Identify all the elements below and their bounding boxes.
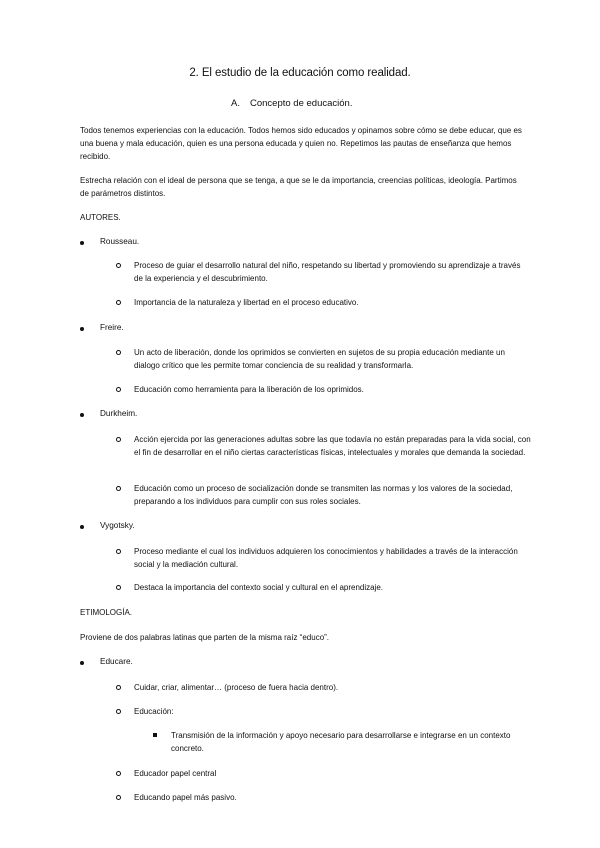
author-name: Vygotsky. [100,521,135,530]
bullet-dot-icon [80,661,84,665]
author-name: Rousseau. [100,237,140,246]
subtitle-text: Concepto de educación. [250,98,353,109]
author-name: Freire. [100,323,124,332]
bullet-dot-icon [80,413,84,417]
author-point [116,296,531,309]
author-point [116,346,531,372]
etimologia-heading: ETIMOLOGÍA. [80,608,133,617]
point-text: Educación como un proceso de socialización donde se transmiten las normas y los valores de la sociedad, preparando a los individuos para cumplir con sus roles sociales. [134,484,513,506]
etymology-label: Educare. [100,657,133,666]
subpoint-text: Transmisión de la información y apoyo necesario para desarrollarse e integrarse en un contexto concreto. [171,731,511,753]
author-point [116,545,531,571]
point-text: Educador papel central [134,769,217,778]
author-point [116,482,531,508]
point-text: Educación como herramienta para la liberación de los oprimidos. [134,385,364,394]
etymology-point [116,791,531,804]
autores-heading: AUTORES. [80,213,121,222]
etymology-point [116,767,531,780]
point-text: Cuidar, criar, alimentar… (proceso de fuera hacia dentro). [134,683,339,692]
point-text: Educando papel más pasivo. [134,793,237,802]
etymology-subpoint [153,729,533,755]
bullet-ring-icon [116,350,121,355]
bullet-ring-icon [116,437,121,442]
author-name: Durkheim. [100,409,138,418]
bullet-ring-icon [116,685,121,690]
author-point [116,259,531,285]
point-text: Un acto de liberación, donde los oprimidos se convierten en sujetos de su propia educación mediante un dialogo crítico que les permite tomar conciencia de su realidad y transformarla. [134,348,505,370]
etymology-point [116,681,531,694]
bullet-ring-icon [116,300,121,305]
bullet-ring-icon [116,263,121,268]
etimologia-text: Proviene de dos palabras latinas que parten de la misma raíz “educo”. [80,633,330,642]
bullet-ring-icon [116,486,121,491]
point-text: Educación: [134,707,174,716]
bullet-dot-icon [80,525,84,529]
point-text: Destaca la importancia del contexto social y cultural en el aprendizaje. [134,583,384,592]
point-text: Proceso de guiar el desarrollo natural del niño, respetando su libertad y promoviendo su aprendizaje a través de la experiencia y el descubrimiento. [134,261,521,283]
bullet-ring-icon [116,585,121,590]
author-point [116,433,531,459]
bullet-dot-icon [80,241,84,245]
subtitle-number: A. [231,98,240,109]
bullet-ring-icon [116,709,121,714]
point-text: Importancia de la naturaleza y libertad en el proceso educativo. [134,298,359,307]
bullet-ring-icon [116,387,121,392]
section-subtitle [231,98,352,109]
etymology-point [116,705,531,718]
bullet-ring-icon [116,771,121,776]
intro-paragraph-2: Estrecha relación con el ideal de persona que se tenga, a que se le da importancia, creencias políticas, ideología. Partimos de parámetros distintos. [80,176,517,198]
author-point [116,581,531,594]
bullet-square-icon [153,733,157,737]
bullet-ring-icon [116,795,121,800]
intro-paragraph-1: Todos tenemos experiencias con la educación. Todos hemos sido educados y opinamos sobre cómo se debe educar, que es una buena y mala educación, quien es una persona educada y quien no. Repetimos las pautas de enseñanza que hemos recibido. [80,126,522,161]
author-point [116,383,531,396]
point-text: Acción ejercida por las generaciones adultas sobre las que todavía no están preparadas para la vida social, con el fin de desarrollar en el niño ciertas características físicas, intelectuales y morales que demanda la sociedad. [134,435,531,457]
bullet-dot-icon [80,327,84,331]
point-text: Proceso mediante el cual los individuos adquieren los conocimientos y habilidades a través de la interacción social y la mediación cultural. [134,547,518,569]
page-title: 2. El estudio de la educación como realidad. [189,67,411,79]
bullet-ring-icon [116,549,121,554]
